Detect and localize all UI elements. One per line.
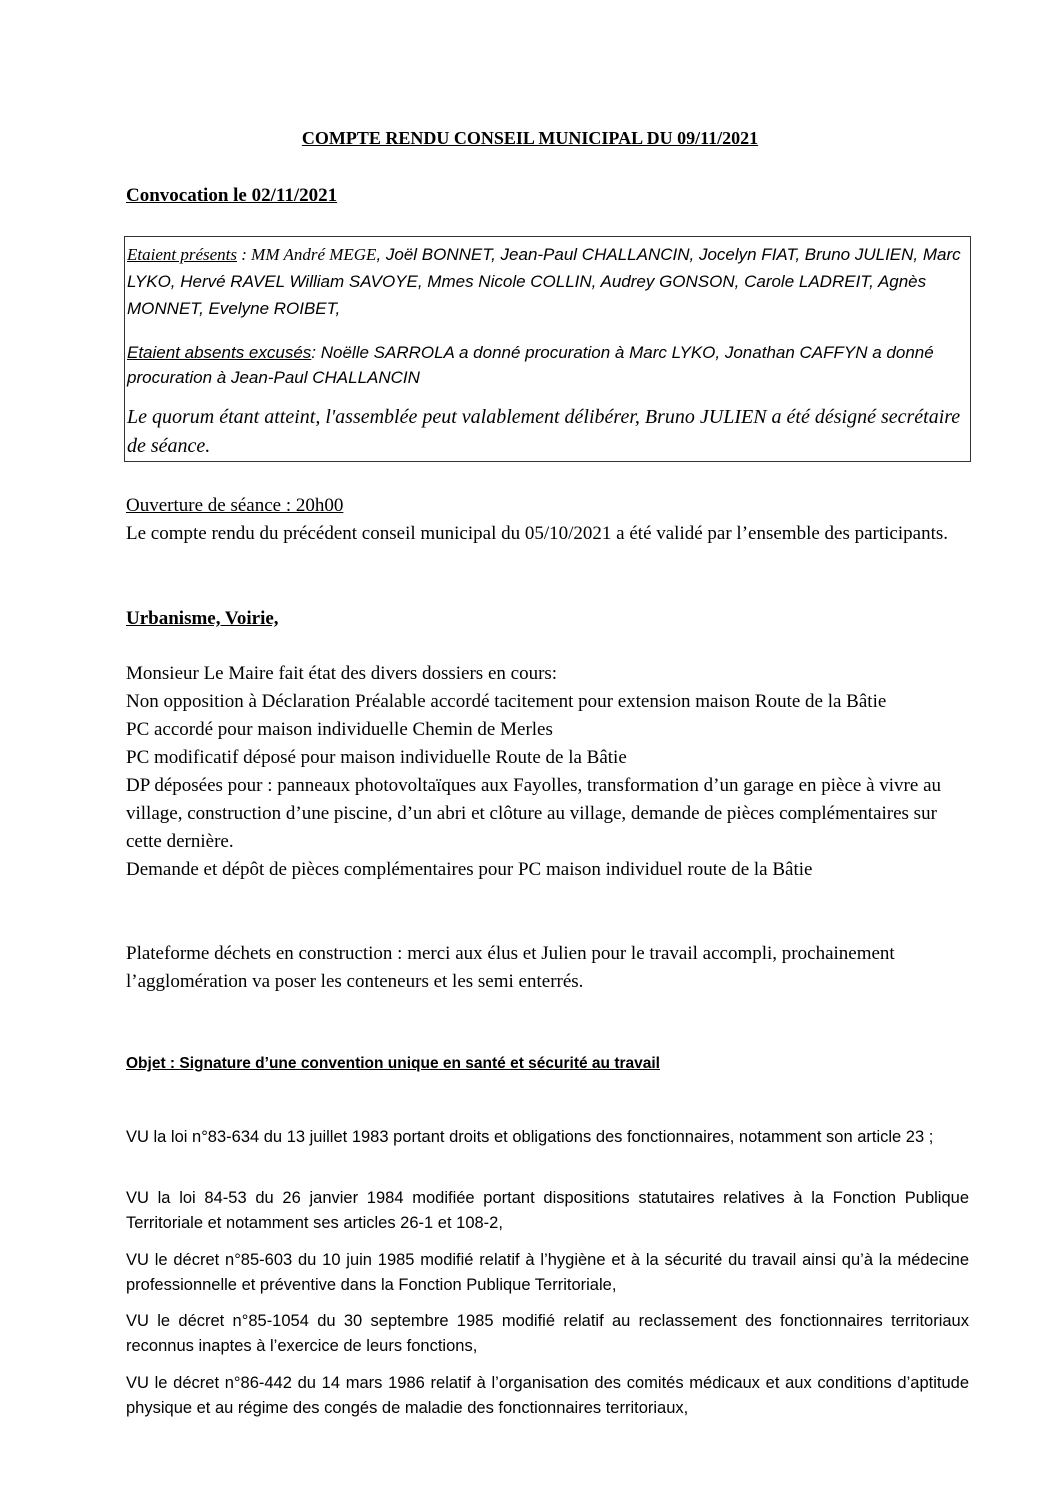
present-paragraph bbox=[127, 241, 967, 322]
document-title: COMPTE RENDU CONSEIL MUNICIPAL DU 09/11/2021 bbox=[301, 128, 759, 148]
absent-paragraph bbox=[127, 340, 967, 390]
vu-paragraph: VU le décret n°85-1054 du 30 septembre 1985 modifié relatif au reclassement des fonctionnaires territoriaux reconnus inaptes à l’exercice de leurs fonctions, bbox=[126, 1312, 969, 1355]
vu-paragraph: VU le décret n°85-603 du 10 juin 1985 modifié relatif à l’hygiène et à la sécurité du travail ainsi qu’à la médecine professionnelle et préventive dans la Fonction Publique Territoriale, bbox=[126, 1251, 969, 1294]
opening-section bbox=[126, 492, 971, 548]
convocation-date: Convocation le 02/11/2021 bbox=[126, 185, 338, 206]
vu-paragraph: VU le décret n°86-442 du 14 mars 1986 relatif à l’organisation des comités médicaux et aux conditions d’aptitude physique et au régime des congés de maladie des fonctionnaires territoriaux, bbox=[126, 1374, 969, 1417]
absent-text: : Noëlle SARROLA a donné procuration à Marc LYKO, Jonathan CAFFYN a donné procuration à Jean-Paul CHALLANCIN bbox=[127, 343, 934, 387]
absent-label: Etaient absents excusés bbox=[127, 343, 312, 362]
present-lead: : MM André MEGE bbox=[237, 245, 377, 264]
vu-paragraph: VU la loi 84-53 du 26 janvier 1984 modifiée portant dispositions statutaires relatives à la Fonction Publique Territoriale et notamment ses articles 26-1 et 108-2, bbox=[126, 1189, 969, 1232]
urbanisme-line: Monsieur Le Maire fait état des divers dossiers en cours: bbox=[126, 663, 558, 684]
vu-paragraph: VU la loi n°83-634 du 13 juillet 1983 portant droits et obligations des fonctionnaires, notamment son article 23 ; bbox=[126, 1128, 934, 1146]
urbanisme-line: Demande et dépôt de pièces complémentaires pour PC maison individuel route de la Bâtie bbox=[126, 859, 813, 880]
urbanisme-line: PC accordé pour maison individuelle Chemin de Merles bbox=[126, 719, 553, 740]
urbanisme-heading: Urbanisme, Voirie, bbox=[126, 608, 279, 629]
plateforme-paragraph: Plateforme déchets en construction : merci aux élus et Julien pour le travail accompli, prochainement l’agglomération va poser les conteneurs et les semi enterrés. bbox=[126, 943, 895, 992]
quorum-paragraph: Le quorum étant atteint, l'assemblée peut valablement délibérer, Bruno JULIEN a été désigné secrétaire de séance. bbox=[127, 406, 961, 457]
urbanisme-line: Non opposition à Déclaration Préalable accordé tacitement pour extension maison Route de la Bâtie bbox=[126, 691, 887, 712]
present-names: , Joël BONNET, Jean-Paul CHALLANCIN, Jocelyn FIAT, Bruno JULIEN, Marc LYKO, Hervé RAVEL William SAVOYE, Mmes Nicole COLLIN, Audrey GONSON, Carole LADREIT, Agnès MONNET, Evelyne ROIBET, bbox=[127, 245, 961, 318]
objet-heading: Objet : Signature d’une convention unique en santé et sécurité au travail bbox=[126, 1055, 660, 1072]
present-label: Etaient présents bbox=[127, 245, 238, 264]
urbanisme-list bbox=[126, 660, 971, 884]
urbanisme-line: PC modificatif déposé pour maison individuelle Route de la Bâtie bbox=[126, 747, 627, 768]
opening-text: Le compte rendu du précédent conseil municipal du 05/10/2021 a été validé par l’ensemble des participants. bbox=[126, 523, 949, 544]
opening-label: Ouverture de séance : 20h00 bbox=[126, 495, 344, 516]
attendance-box bbox=[124, 236, 971, 462]
urbanisme-line: DP déposées pour : panneaux photovoltaïques aux Fayolles, transformation d’un garage en pièce à vivre au village, construction d’une piscine, d’un abri et clôture au village, demande de pièces complémentaires sur cette dernière. bbox=[126, 775, 941, 852]
